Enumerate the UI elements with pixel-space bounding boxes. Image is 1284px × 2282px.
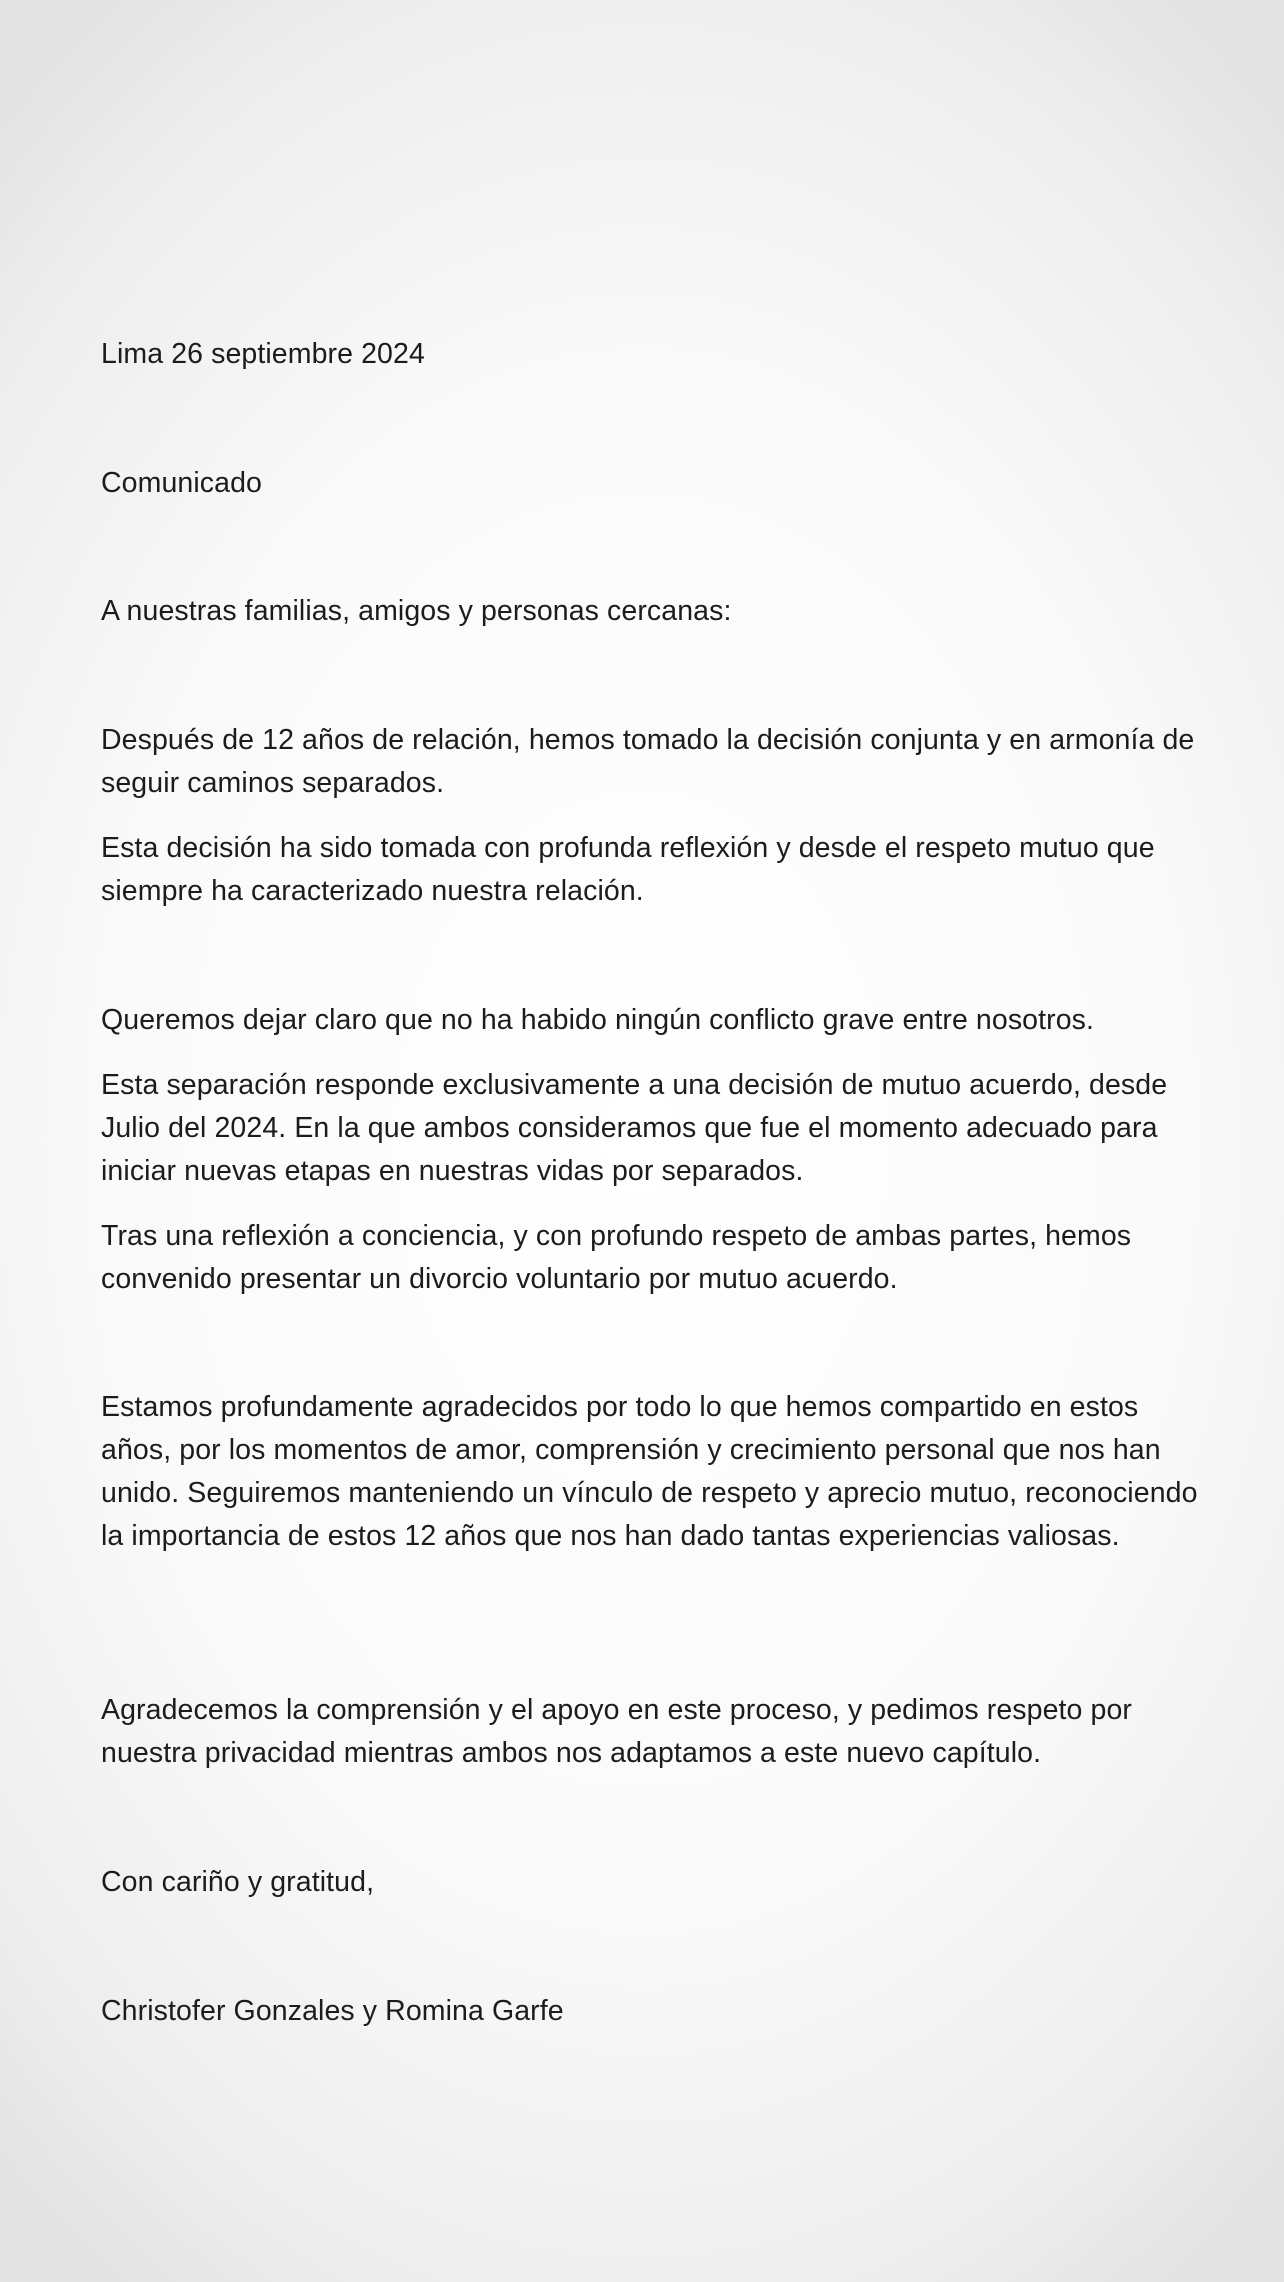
letter-closing: Con cariño y gratitud,	[101, 1866, 375, 1898]
paragraph-gratitude: Estamos profundamente agradecidos por todo lo que hemos compartido en estos años, por los momentos de amor, comprensión y crecimiento personal que nos han unido. Seguiremos manteniendo un vínculo de respeto y aprecio mutuo, reconociendo la importancia de estos 12 años que nos han dado tantas experiencias valiosas.	[101, 1391, 1198, 1552]
paragraph-decision: Después de 12 años de relación, hemos tomado la decisión conjunta y en armonía de seguir caminos separados.	[101, 724, 1195, 799]
paragraph-divorce: Tras una reflexión a conciencia, y con profundo respeto de ambas partes, hemos convenido presentar un divorcio voluntario por mutuo acuerdo.	[101, 1220, 1132, 1295]
letter-salutation: A nuestras familias, amigos y personas cercanas:	[101, 595, 732, 627]
letter-heading: Comunicado	[101, 467, 263, 499]
letter-date: Lima 26 septiembre 2024	[101, 338, 425, 370]
paragraph-mutual-agreement: Esta separación responde exclusivamente a una decisión de mutuo acuerdo, desde Julio del 2024. En la que ambos consideramos que fue el momento adecuado para iniciar nuevas etapas en nuestras vidas por separados.	[101, 1069, 1168, 1187]
paragraph-privacy: Agradecemos la comprensión y el apoyo en este proceso, y pedimos respeto por nuestra privacidad mientras ambos nos adaptamos a este nuevo capítulo.	[101, 1694, 1132, 1769]
paragraph-no-conflict: Queremos dejar claro que no ha habido ningún conflicto grave entre nosotros.	[101, 1004, 1095, 1036]
paragraph-reflection: Esta decisión ha sido tomada con profunda reflexión y desde el respeto mutuo que siempre ha caracterizado nuestra relación.	[101, 832, 1155, 907]
letter-signature: Christofer Gonzales y Romina Garfe	[101, 1995, 564, 2027]
